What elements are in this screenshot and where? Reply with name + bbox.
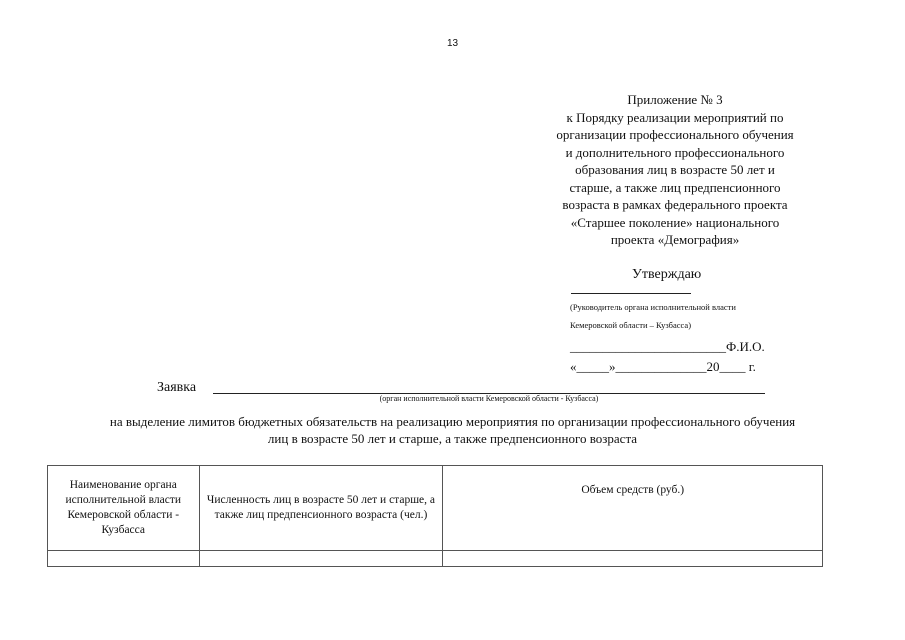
appendix-line: и дополнительного профессионального: [565, 144, 785, 160]
table-cell: [48, 551, 200, 567]
column-header-amount: [443, 466, 823, 551]
approver-name-line: ________________________Ф.И.О.: [570, 339, 765, 354]
appendix-line: проекта «Демография»: [610, 232, 740, 247]
column-header-text: Численность лиц в возрасте 50 лет и старше, а также лиц предпенсионного возраста (чел.): [206, 494, 436, 521]
appendix-line: «Старшее поколение» национального: [570, 214, 780, 230]
approval-date-line: «_____»______________20____ г.: [570, 359, 756, 374]
request-label: Заявка: [157, 380, 197, 395]
request-table: [47, 465, 823, 567]
appendix-line: возраста в рамках федерального проекта: [562, 197, 788, 212]
appendix-line: к Порядку реализации мероприятий по: [566, 109, 784, 125]
table-cell: [443, 551, 823, 567]
table-row: [48, 551, 823, 567]
table-cell: [199, 551, 443, 567]
column-header-text: Объем средств (руб.): [581, 484, 685, 496]
appendix-line: организации профессионального обучения: [556, 127, 794, 142]
appendix-line: Приложение № 3: [627, 92, 723, 107]
purpose-line: лиц в возрасте 50 лет и старше, а также предпенсионного возраста: [267, 431, 638, 446]
column-header-org: [48, 466, 200, 551]
approver-caption: (Руководитель органа исполнительной власти: [570, 302, 736, 312]
request-purpose: [40, 413, 865, 447]
page-number: 13: [446, 38, 459, 49]
approver-caption-2: Кемеровской области – Кузбасса): [570, 320, 692, 330]
purpose-line: на выделение лимитов бюджетных обязательств на реализацию мероприятия по организации профессионального обучения: [109, 414, 796, 429]
approval-title: Утверждаю: [632, 267, 702, 282]
appendix-header: [520, 91, 830, 249]
signature-line: [571, 293, 691, 294]
table-header-row: [48, 466, 823, 551]
column-header-count: [199, 466, 443, 551]
org-caption: (орган исполнительной власти Кемеровской области - Кузбасса): [379, 394, 599, 403]
appendix-line: образования лиц в возрасте 50 лет и: [575, 162, 775, 177]
appendix-line: старше, а также лиц предпенсионного: [569, 179, 781, 195]
column-header-text: Наименование органа исполнительной власти Кемеровской области - Кузбасса: [65, 479, 182, 536]
